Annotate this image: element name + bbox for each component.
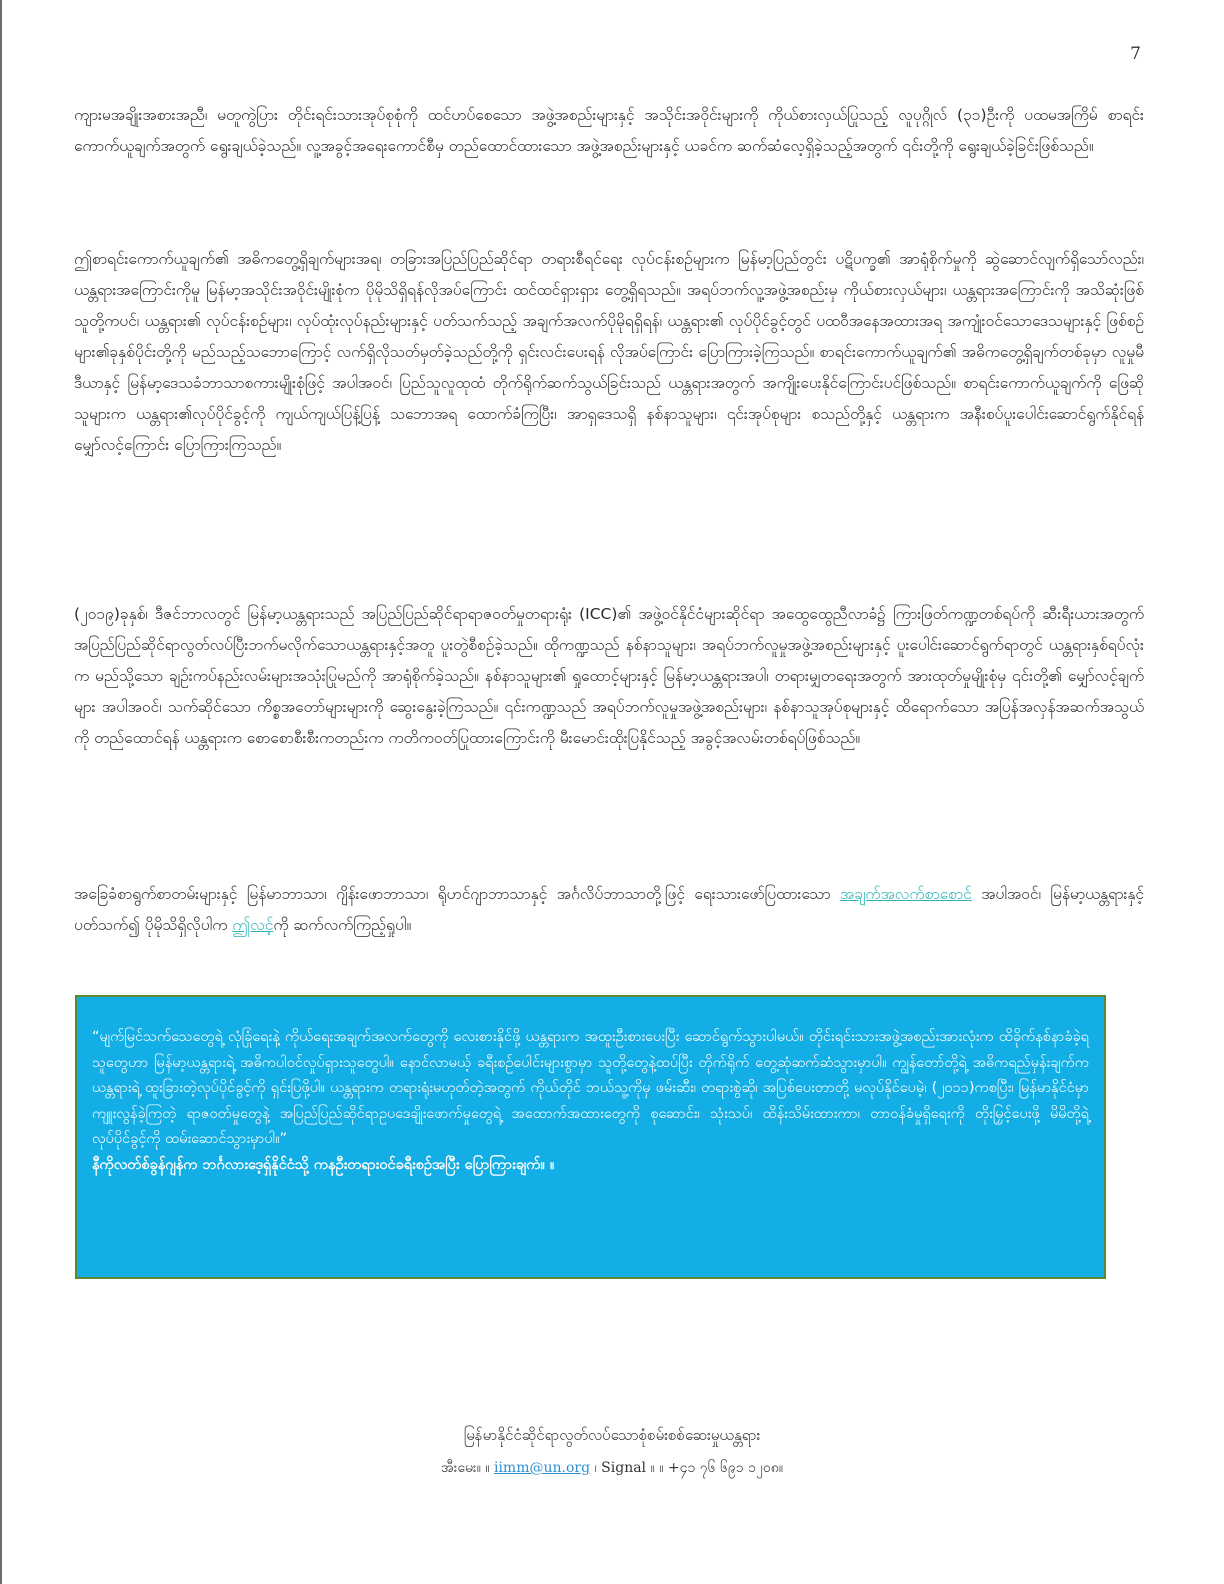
quote-box [75,995,1106,1279]
page-number: 7 [1130,44,1141,64]
footer-email-link[interactable]: iimm@un.org [493,1460,591,1476]
more-info-link[interactable]: ဤလင့် [232,916,274,934]
footer-phone-number: +၄၁ ၇၆ ၆၉၁ ၁၂၀၈။ [667,1460,783,1476]
body-paragraph-2: ဤစာရင်းကောက်ယူချက်၏ အဓိကတွေ့ရှိချက်များအရ၊ တခြားအပြည်ပြည်ဆိုင်ရာ တရားစီရင်ရေး လုပ်ငန်းစဉ်များက မြန်မာ့ပြည်တွင်း ပဋိပက္ခ၏ အာရုံစိုက်မှုကို ဆွဲဆောင်လျက်ရှိသော်လည်း၊ ယန္တရားအကြောင်းကိုမူ မြန်မာ့အသိုင်းအဝိုင်းမျိုးစုံက ပိုမိုသိရှိရန်လိုအပ်ကြောင်း ထင်ထင်ရှားရှား တွေ့ရှိရသည်။ အရပ်ဘက်လူ့အဖွဲ့အစည်းမှ ကိုယ်စားလှယ်များ၊ ယန္တရားအကြောင်းကို အသိဆုံးဖြစ်သူတို့ကပင်၊ ယန္တရား၏ လုပ်ငန်းစဉ်များ၊ လုပ်ထုံးလုပ်နည်းများနှင့် ပတ်သက်သည့် အချက်အလက်ပိုမိုရရှိရန်၊ ယန္တရား၏ လုပ်ပိုင်ခွင့်တွင် ပထဝီအနေအထားအရ အကျုံးဝင်သောဒေသများနှင့် ဖြစ်စဉ်များ၏ခုနှစ်ပိုင်းတို့ကို မည်သည့်သဘောကြောင့် လက်ရှိလိုသတ်မှတ်ခဲ့သည်တို့ကို ရှင်းလင်းပေးရန် လိုအပ်ကြောင်း ပြောကြားခဲ့ကြသည်။ စာရင်းကောက်ယူချက်၏ အဓိကတွေ့ရှိချက်တစ်ခုမှာ လူမှုမီဒီယာနှင့် မြန်မာ့ဒေသခံဘာသာစကားမျိုးစုံဖြင့် အပါအဝင်၊ ပြည်သူလူထုထံ တိုက်ရိုက်ဆက်သွယ်ခြင်းသည် ယန္တရားအတွက် အကျိုးပေးနိုင်ကြောင်းပင်ဖြစ်သည်။ စာရင်းကောက်ယူချက်ကို ဖြေဆိုသူများက ယန္တရား၏လုပ်ပိုင်ခွင့်ကို ကျယ်ကျယ်ပြန့်ပြန့် သဘောအရ ထောက်ခံကြပြီး၊ အာရှဒေသရှိ နစ်နာသူများ၊ ၎င်းအုပ်စုများ စသည်တို့နှင့် ယန္တရားက အနီးစပ်ပူးပေါင်းဆောင်ရွက်နိုင်ရန် မျှော်လင့်ကြောင်း ပြောကြားကြသည်။ [74,250,1144,454]
paragraph-4-text-middle: အပါအဝင်၊ မြန်မာ့ယန္တရားနှင့် ပတ်သက်၍ ပိုမိုသိရှိလိုပါက [74,885,1144,934]
paragraph-4-text-start: အခြေခံစာရွက်စာတမ်းများနှင့် မြန်မာဘာသာ၊ ဂျိန်းဖောဘာသာ၊ ရိုဟင်ဂျာဘာသာနှင့် အင်္ဂလိပ်ဘာသာတို့ဖြင့် ရေးသားဖော်ပြထားသော [74,885,831,903]
page-left-border [0,0,2,1584]
body-paragraph-4 [74,879,1144,941]
footer-signal-label: ၊ Signal ။ ။ [590,1460,668,1476]
paragraph-4-text-end: ကို ဆက်လက်ကြည့်ရှုပါ။ [273,916,412,934]
body-paragraph-3: (၂၀၁၉)ခုနှစ်၊ ဒီဇင်ဘာလတွင် မြန်မာ့ယန္တရားသည် အပြည်ပြည်ဆိုင်ရာရာဇဝတ်မှုတရားရုံး (ICC)၏ အဖွဲ့ဝင်နိုင်ငံများဆိုင်ရာ အထွေထွေညီလာခံ၌ ကြားဖြတ်ကဏ္ဍတစ်ရပ်ကို ဆီးရီးယားအတွက်အပြည်ပြည်ဆိုင်ရာလွတ်လပ်ပြီးဘက်မလိုက်သောယန္တရားနှင့်အတူ ပူးတွဲစီစဉ်ခဲ့သည်။ ထိုကဏ္ဍသည် နစ်နာသူများ၊ အရပ်ဘက်လူမှုအဖွဲ့အစည်းများနှင့် ပူးပေါင်းဆောင်ရွက်ရာတွင် ယန္တရားနှစ်ရပ်လုံးက မည်သို့သော ချဉ်းကပ်နည်းလမ်းများအသုံးပြုမည်ကို အာရုံစိုက်ခဲ့သည်။ နစ်နာသူများ၏ ရှုထောင့်များနှင့် မြန်မာ့ယန္တရားအပါ၊ တရားမျှတရေးအတွက် အားထုတ်မှုမျိုးစုံမှ ၎င်းတို့၏ မျှော်လင့်ချက်များ အပါအဝင်၊ သက်ဆိုင်သော ကိစ္စအတော်များများကို ဆွေးနွေးခဲ့ကြသည်။ ၎င်းကဏ္ဍသည် အရပ်ဘက်လူမှုအဖွဲ့အစည်းများ၊ နစ်နာသူအုပ်စုများနှင့် ထိရောက်သော အပြန်အလှန်အဆက်အသွယ်ကို တည်ထောင်ရန် ယန္တရားက စောစောစီးစီးကတည်းက ကတိကဝတ်ပြုထားကြောင်းကို မီးမောင်းထိုးပြနိုင်သည့် အခွင့်အလမ်းတစ်ရပ်ဖြစ်သည်။ [74,605,1144,747]
quote-attribution: နီကိုလတ်စ်ခွန်ဂျန်က ဘင်္ဂလားဒေ့ရှ်နိုင်ငံသို့ ကနဦးတရားဝင်ခရီးစဉ်အပြီး ပြောကြားချက်။ ။ [92,1156,555,1173]
quote-text: “မျက်မြင်သက်သေတွေရဲ့ လုံခြုံရေးနဲ့ ကိုယ်ရေးအချက်အလက်တွေကို လေးစားနိုင်ဖို့ ယန္တရားက အထူးဦးစားပေးပြီး ဆောင်ရွက်သွားပါမယ်။ တိုင်းရင်းသားအဖွဲ့အစည်းအားလုံးက ထိခိုက်နစ်နာခံခဲ့ရသူတွေဟာ မြန်မာ့ယန္တရားရဲ့ အဓိကပါဝင်လှုပ်ရှားသူတွေပါ။ နောင်လာမယ့် ခရီးစဉ်ပေါင်းများစွာမှာ သူတို့တွေနဲ့ထပ်ပြီး တိုက်ရိုက် တွေ့ဆုံဆက်ဆံသွားမှာပါ။ ကျွန်တော်တို့ရဲ့ အဓိကရည်မှန်းချက်က ယန္တရားရဲ့ ထူးခြားတဲ့လုပ်ပိုင်ခွင့်ကို ရှင်းပြဖို့ပါ။ ယန္တရားက တရားရုံးမဟုတ်တဲ့အတွက် ကိုယ်တိုင် ဘယ်သူ့ကိုမှ ဖမ်းဆီး၊ တရားစွဲဆို၊ အပြစ်ပေးတာတို့ မလုပ်နိုင်ပေမဲ့၊ (၂၀၁၁)ကစပြီး၊ မြန်မာနိုင်ငံမှာ ကျူးလွန်ခဲ့ကြတဲ့ ရာဇဝတ်မှုတွေနဲ့ အပြည်ပြည်ဆိုင်ရာဥပဒေချိုးဖောက်မှုတွေရဲ့ အထောက်အထားတွေကို စုဆောင်း၊ သုံးသပ်၊ ထိန်းသိမ်းထားကာ၊ တာဝန်ခံမှုရှိရေးကို တိုးမြှင့်ပေးဖို့ မိမိတို့ရဲ့ လုပ်ပိုင်ခွင့်ကို ထမ်းဆောင်သွားမှာပါ။” [92,1029,1089,1147]
fact-sheet-link[interactable]: အချက်အလက်စာစောင် [840,885,972,903]
page-footer [0,1423,1224,1481]
body-paragraph-1: ကျားမအချိုးအစားအညီ၊ မတူကွဲပြား တိုင်းရင်းသားအုပ်စုစုံကို ထင်ဟပ်စေသော အဖွဲ့အစည်းများနှင့် အသိုင်းအဝိုင်းများကို ကိုယ်စားလှယ်ပြုသည့် လူပုဂ္ဂိုလ် (၃၁)ဦးကို ပထမအကြိမ် စာရင်းကောက်ယူချက်အတွက် ရွေးချယ်ခဲ့သည်။ လူ့အခွင့်အရေးကောင်စီမှ တည်ထောင်ထားသော အဖွဲ့အစည်းများနှင့် ယခင်က ဆက်ဆံလေ့ရှိခဲ့သည့်အတွက် ၎င်းတို့ကို ရွေးချယ်ခဲ့ခြင်းဖြစ်သည်။ [74,106,1144,155]
footer-organization-name: မြန်မာနိုင်ငံဆိုင်ရာလွတ်လပ်သောစုံစမ်းစစ်ဆေးမှုယန္တရား [463,1426,761,1444]
footer-contact-line [0,1455,1224,1481]
footer-email-label: အီးမေး။ ။ [441,1460,494,1476]
